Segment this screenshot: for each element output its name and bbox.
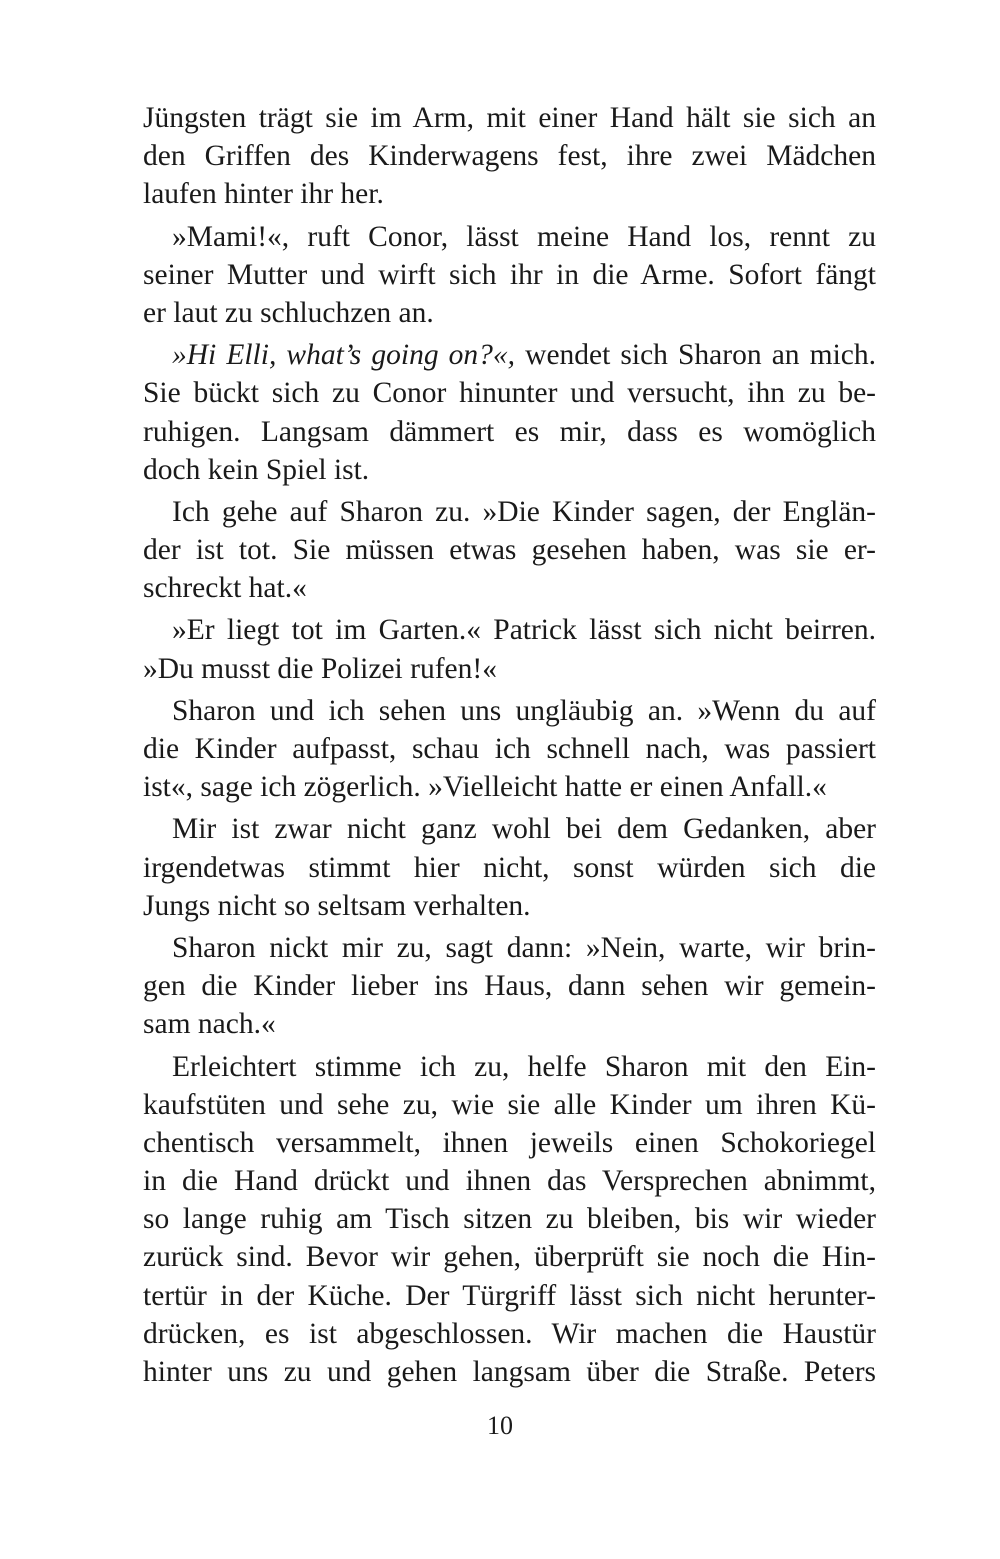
text-line: seiner Mutter und wirft sich ihr in die Arme. Sofort fängt (143, 258, 876, 291)
text-line: er laut zu schluchzen an. (143, 296, 434, 329)
text-line: hinter uns zu und gehen langsam über die Straße. Peters (143, 1356, 876, 1388)
text-line: Sharon nickt mir zu, sagt dann: »Nein, warte, wir brin- (172, 931, 876, 964)
page-number: 10 (487, 1411, 513, 1440)
text-fragment: wendet sich Sharon an mich. (515, 339, 876, 372)
italic-quote: »Hi Elli, what’s going on?«, (172, 339, 516, 372)
text-line: Erleichtert stimme ich zu, helfe Sharon mit den Ein- (172, 1050, 876, 1083)
text-line: so lange ruhig am Tisch sitzen zu bleiben, bis wir wieder (143, 1203, 876, 1236)
paragraph-2 (143, 218, 876, 333)
text-line: in die Hand drückt und ihnen das Versprechen abnimmt, (143, 1165, 876, 1198)
text-line: »Er liegt tot im Garten.« Patrick lässt sich nicht beirren. (172, 614, 876, 647)
text-line: sam nach.« (143, 1008, 276, 1041)
text-line: schreckt hat.« (143, 572, 307, 605)
text-line: Jungs nicht so seltsam verhalten. (143, 889, 531, 922)
text-line: zurück sind. Bevor wir gehen, überprüft sie noch die Hin- (143, 1241, 876, 1274)
text-line: tertür in der Küche. Der Türgriff lässt sich nicht herunter- (143, 1279, 876, 1312)
text-line (143, 336, 876, 374)
text-line: doch kein Spiel ist. (143, 453, 370, 486)
paragraph-7 (143, 810, 876, 925)
paragraph-8 (143, 929, 876, 1044)
paragraph-4 (143, 493, 876, 608)
text-line: Mir ist zwar nicht ganz wohl bei dem Gedanken, aber (172, 813, 876, 846)
text-line: der ist tot. Sie müssen etwas gesehen haben, was sie er- (143, 534, 876, 567)
text-line: Sie bückt sich zu Conor hinunter und versucht, ihn zu be- (143, 377, 876, 410)
text-line: gen die Kinder lieber ins Haus, dann sehen wir gemein- (143, 970, 876, 1003)
text-line: ist«, sage ich zögerlich. »Vielleicht hatte er einen Anfall.« (143, 771, 827, 804)
text-line: chentisch versammelt, ihnen jeweils einen Schokoriegel (143, 1126, 876, 1159)
text-line: drücken, es ist abgeschlossen. Wir machen die Haustür (143, 1317, 876, 1350)
text-line: Ich gehe auf Sharon zu. »Die Kinder sagen, der Englän- (172, 495, 876, 528)
paragraph-1 (143, 99, 876, 214)
text-line: ruhigen. Langsam dämmert es mir, dass es womöglich (143, 415, 876, 448)
text-line: »Mami!«, ruft Conor, lässt meine Hand los, rennt zu (172, 220, 876, 253)
paragraph-9 (143, 1048, 876, 1392)
paragraph-5 (143, 611, 876, 687)
text-line: laufen hinter ihr her. (143, 178, 384, 211)
text-line: Jüngsten trägt sie im Arm, mit einer Hand hält sie sich an (143, 102, 876, 134)
text-line: kaufstüten und sehe zu, wie sie alle Kinder um ihren Kü- (143, 1088, 876, 1121)
text-line: den Griffen des Kinderwagens fest, ihre zwei Mädchen (143, 140, 876, 173)
text-line: »Du musst die Polizei rufen!« (143, 652, 497, 685)
text-line: die Kinder aufpasst, schau ich schnell nach, was passiert (143, 733, 876, 765)
text-line: irgendetwas stimmt hier nicht, sonst würden sich die (143, 851, 876, 884)
book-page-body (143, 99, 876, 1395)
text-line: Sharon und ich sehen uns ungläubig an. »Wenn du auf (172, 694, 876, 727)
paragraph-6 (143, 692, 876, 807)
paragraph-3 (143, 336, 876, 489)
